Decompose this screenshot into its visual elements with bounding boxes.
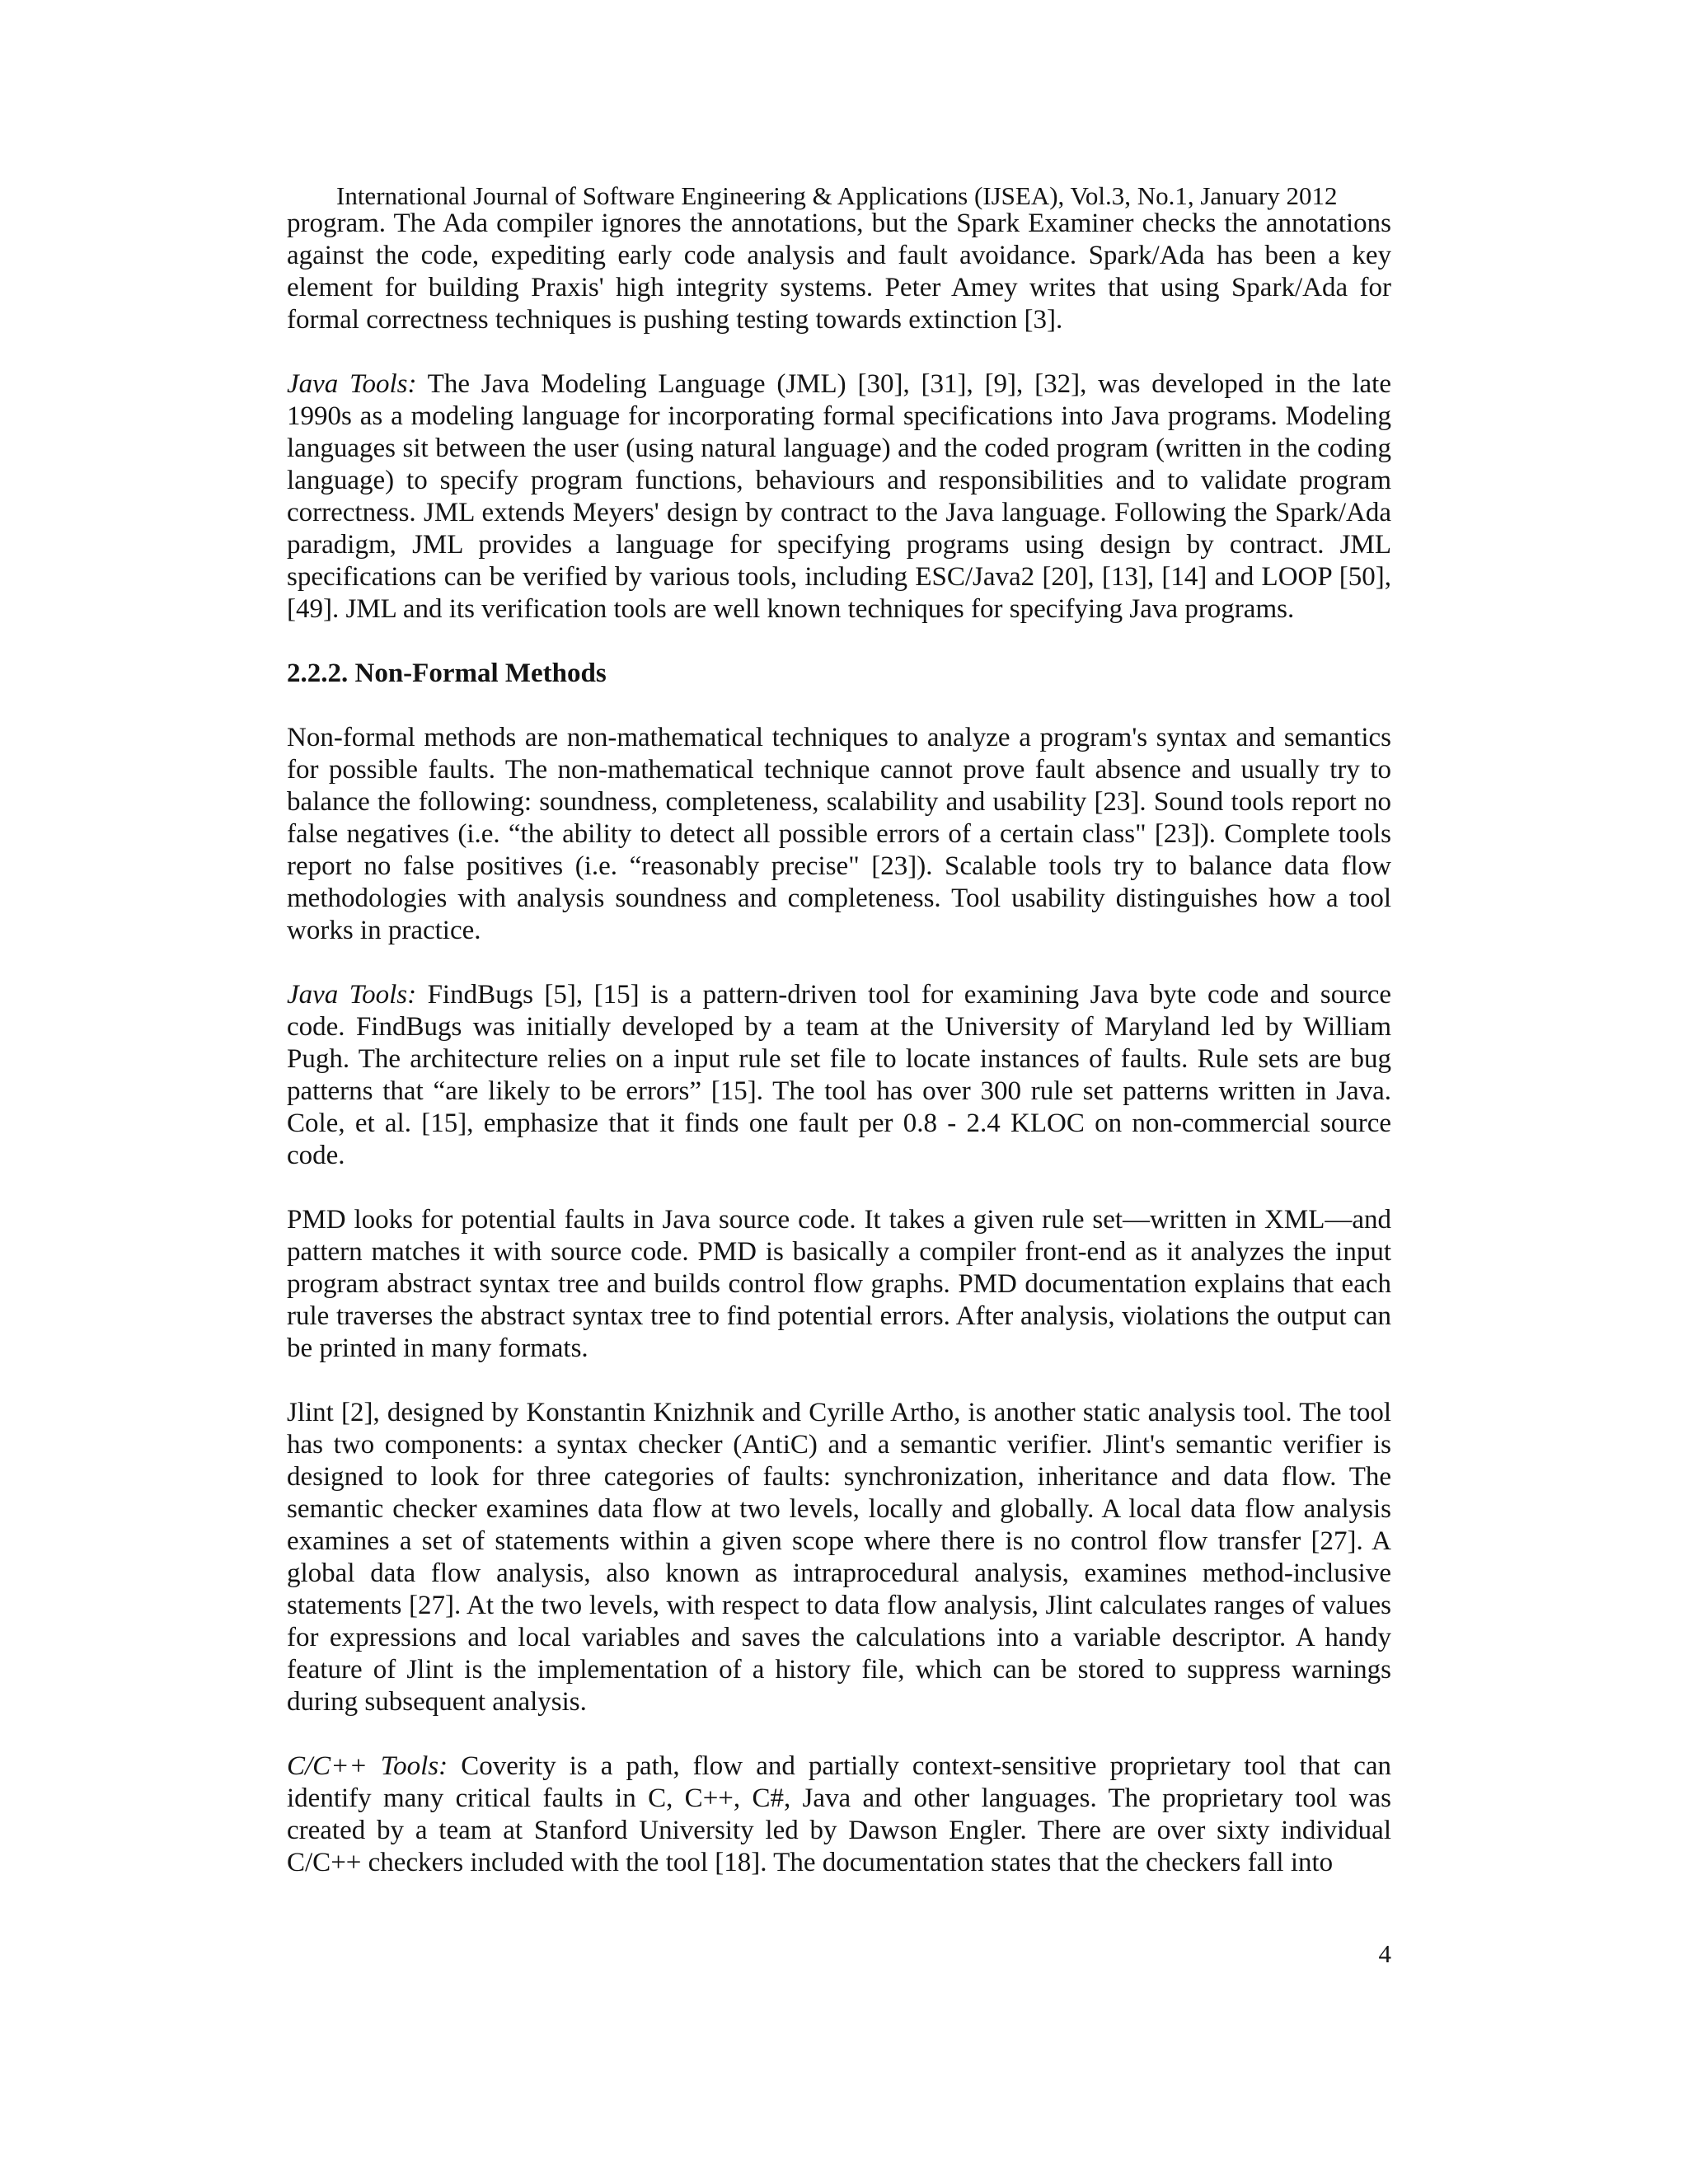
paragraph-non-formal-intro (287, 722, 1391, 947)
paragraph-lead: Java Tools: (287, 980, 417, 1010)
paragraph-text: Jlint [2], designed by Konstantin Knizhnik and Cyrille Artho, is another static analysis tool. The tool has two components: a syntax checker (AntiC) and a semantic verifier. Jlint's semantic verifier is designed to look for three categories of faults: synchronization, inheritance and data flow. The semantic checker examines data flow at two levels, locally and globally. A local data flow analysis examines a set of statements within a given scope where there is no control flow transfer [27]. A global data flow analysis, also known as intraprocedural analysis, examines method-inclusive statements [27]. At the two levels, with respect to data flow analysis, Jlint calculates ranges of values for expressions and local variables and saves the calculations into a variable descriptor. A handy feature of Jlint is the implementation of a history file, which can be stored to suppress warnings during subsequent analysis. (287, 1398, 1391, 1717)
paragraph-lead: C/C++ Tools: (287, 1751, 448, 1781)
paragraph-text: FindBugs [5], [15] is a pattern-driven tool for examining Java byte code and source code. FindBugs was initially developed by a team at the University of Maryland led by William Pugh. The architecture relies on a input rule set file to locate instances of faults. Rule sets are bug patterns that “are likely to be errors” [15]. The tool has over 300 rule set patterns written in Java. Cole, et al. [15], emphasize that it finds one fault per 0.8 - 2.4 KLOC on non-commercial source code. (287, 980, 1391, 1170)
paragraph-cpp-tools-coverity (287, 1750, 1391, 1879)
paragraph-pmd (287, 1204, 1391, 1365)
paragraph-text: The Java Modeling Language (JML) [30], [31], [9], [32], was developed in the late 1990s as a modeling language for incorporating formal specifications into Java programs. Modeling languages sit between the user (using natural language) and the coded program (written in the coding language) to specify program functions, behaviours and responsibilities and to validate program correctness. JML extends Meyers' design by contract to the Java language. Following the Spark/Ada paradigm, JML provides a language for specifying programs using design by contract. JML specifications can be verified by various tools, including ESC/Java2 [20], [13], [14] and LOOP [50], [49]. JML and its verification tools are well known techniques for specifying Java programs. (287, 369, 1391, 624)
paragraph-text: PMD looks for potential faults in Java source code. It takes a given rule set—written in XML—and pattern matches it with source code. PMD is basically a compiler front-end as it analyzes the input program abstract syntax tree and builds control flow graphs. PMD documentation explains that each rule traverses the abstract syntax tree to find potential errors. After analysis, violations the output can be printed in many formats. (287, 1205, 1391, 1363)
section-heading: 2.2.2. Non-Formal Methods (287, 658, 607, 688)
paragraph-text: Non-formal methods are non-mathematical techniques to analyze a program's syntax and semantics for possible faults. The non-mathematical technique cannot prove fault absence and usually try to balance the following: soundness, completeness, scalability and usability [23]. Sound tools report no false negatives (i.e. “the ability to detect all possible errors of a certain class" [23]). Complete tools report no false positives (i.e. “reasonably precise" [23]). Scalable tools try to balance data flow methodologies with analysis soundness and completeness. Tool usability distinguishes how a tool works in practice. (287, 723, 1391, 945)
paragraph-jlint (287, 1397, 1391, 1718)
paragraph-lead: Java Tools: (287, 369, 417, 399)
paragraph-java-tools-findbugs (287, 979, 1391, 1172)
running-header: International Journal of Software Engineering & Applications (IJSEA), Vol.3, No.1, January 2012 (336, 181, 1338, 210)
paragraph-spark-ada (287, 208, 1391, 336)
page-number: 4 (1378, 1939, 1391, 1968)
paragraph-text: Coverity is a path, flow and partially context-sensitive proprietary tool that can identify many critical faults in C, C++, C#, Java and other languages. The proprietary tool was created by a team at Stanford University led by Dawson Engler. There are over sixty individual C/C++ checkers included with the tool [18]. The documentation states that the checkers fall into (287, 1751, 1391, 1877)
article-body (287, 208, 1391, 1911)
paragraph-text: program. The Ada compiler ignores the annotations, but the Spark Examiner checks the annotations against the code, expediting early code analysis and fault avoidance. Spark/Ada has been a key element for building Praxis' high integrity systems. Peter Amey writes that using Spark/Ada for formal correctness techniques is pushing testing towards extinction [3]. (287, 209, 1391, 335)
paragraph-java-tools-jml (287, 368, 1391, 626)
